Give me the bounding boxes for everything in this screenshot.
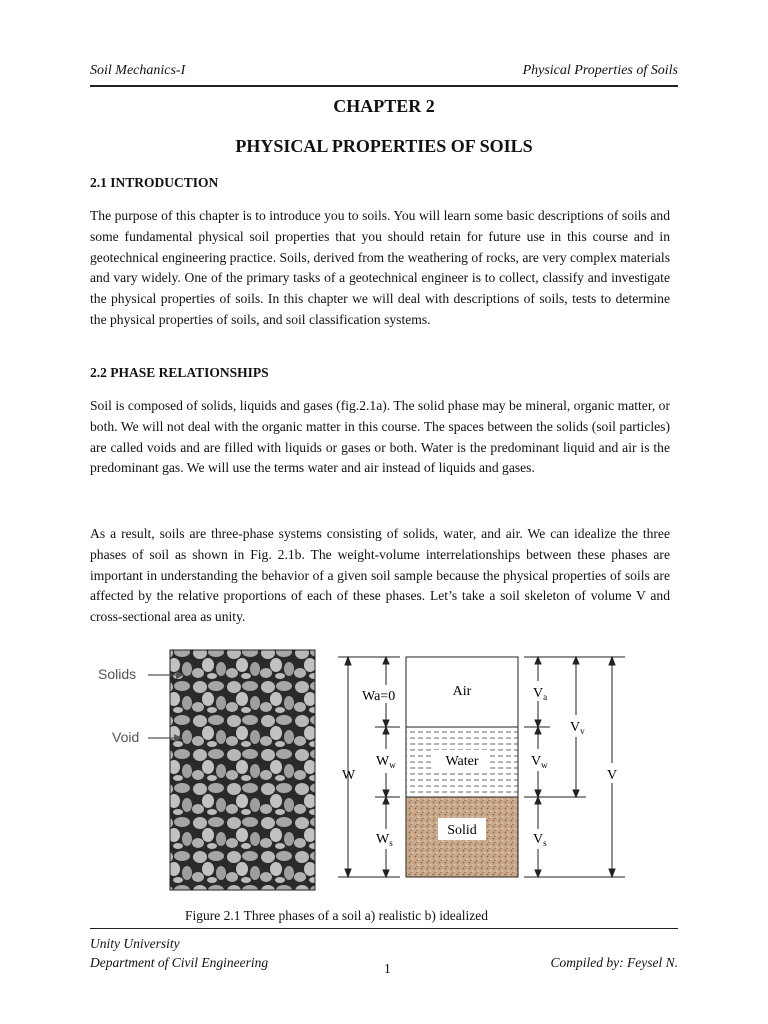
label-vw: $V_w$ bbox=[531, 754, 548, 770]
label-solids: Solids bbox=[98, 666, 137, 682]
label-wa: Wa=0 bbox=[362, 689, 396, 704]
label-vs: $V_s$ bbox=[533, 832, 547, 848]
label-water: Water bbox=[445, 754, 479, 769]
footer-compiled: Compiled by: Feysel N. bbox=[550, 955, 678, 970]
chapter-number: CHAPTER 2 bbox=[333, 96, 435, 116]
phase-paragraph-2: As a result, soils are three-phase systems consisting of solids, water, and air. We can idealize the three phases of soil as shown in Fig. 2.1b. The weight-volume interrelationships between these phases are important in understanding the behavior of a given soil sample because the physical properties of soils are affected by the relative proportions of each of these phases. Let’s take a soil skeleton of volume V and cross-sectional area as unity. bbox=[90, 526, 670, 625]
label-va: $V_a$ bbox=[533, 686, 548, 702]
page-header bbox=[90, 63, 678, 87]
three-phase-figure bbox=[90, 645, 650, 895]
label-ws: $W_s$ bbox=[376, 832, 393, 848]
section-heading-phase: 2.2 PHASE RELATIONSHIPS bbox=[90, 365, 269, 380]
label-w-total: W bbox=[342, 768, 356, 783]
header-course: Soil Mechanics-I bbox=[90, 63, 186, 78]
label-air: Air bbox=[452, 684, 472, 699]
section-heading-intro: 2.1 INTRODUCTION bbox=[90, 175, 219, 190]
page-number: 1 bbox=[384, 961, 391, 976]
figure-caption: Figure 2.1 Three phases of a soil a) realistic b) idealized bbox=[185, 908, 489, 923]
phase-paragraph-1: Soil is composed of solids, liquids and gases (fig.2.1a). The solid phase may be mineral, organic matter, or both. We will not deal with the organic matter in this course. The spaces between the solids (soil particles) are called voids and are filled with liquids or gases or both. Water is the predominant liquid and air is the predominant gas. We will use the terms water and air instead of liquids and gases. bbox=[90, 398, 670, 476]
label-solid: Solid bbox=[447, 823, 477, 838]
realistic-soil-image bbox=[170, 650, 315, 890]
label-v-total: V bbox=[607, 768, 618, 783]
label-ww: $W_w$ bbox=[376, 754, 396, 770]
page-footer bbox=[90, 928, 678, 976]
label-void: Void bbox=[112, 729, 140, 745]
footer-institution: Unity University bbox=[90, 936, 180, 951]
chapter-title: PHYSICAL PROPERTIES OF SOILS bbox=[235, 136, 533, 156]
header-topic: Physical Properties of Soils bbox=[522, 63, 678, 78]
label-vv: $V_v$ bbox=[570, 720, 585, 736]
footer-department: Department of Civil Engineering bbox=[90, 955, 269, 970]
intro-paragraph: The purpose of this chapter is to introduce you to soils. You will learn some basic descriptions of soils and some fundamental physical soil properties that you should retain for future use in this course and in geotechnical engineering practice. Soils, derived from the weathering of rocks, are very complex materials and vary widely. One of the primary tasks of a geotechnical engineer is to collect, classify and investigate the physical properties of soils. In this chapter we will deal with descriptions of soils, tests to determine the physical properties of soils, and soil classification systems. bbox=[90, 208, 670, 327]
